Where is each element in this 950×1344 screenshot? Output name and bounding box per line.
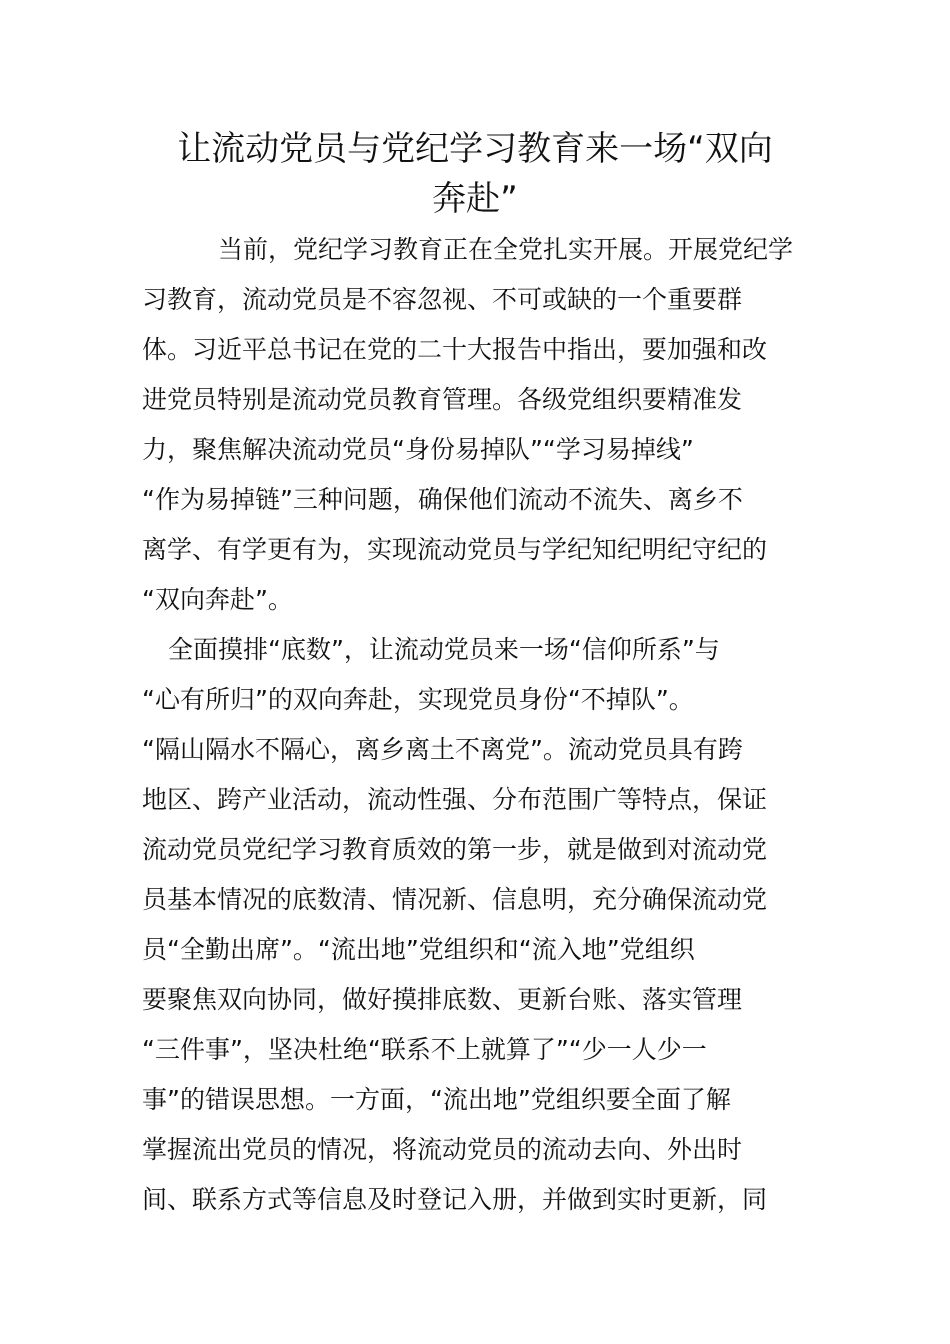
document-body bbox=[142, 225, 812, 1225]
paragraph-line: 全面摸排“底数”，让流动党员来一场“信仰所系”与 bbox=[168, 635, 720, 664]
paragraph-line: 掌握流出党员的情况，将流动党员的流动去向、外出时 bbox=[142, 1135, 743, 1164]
body-paragraph bbox=[142, 225, 812, 625]
paragraph-line: 当前，党纪学习教育正在全党扎实开展。开展党纪学 bbox=[218, 235, 794, 264]
paragraph-line: 事”的错误思想。一方面，“流出地”党组织要全面了解 bbox=[142, 1085, 731, 1114]
paragraph-line: 体。习近平总书记在党的二十大报告中指出，要加强和改 bbox=[142, 335, 768, 364]
title-line: 让流动党员与党纪学习教育来一场“双向 bbox=[177, 129, 773, 169]
paragraph-line: 地区、跨产业活动，流动性强、分布范围广等特点，保证 bbox=[142, 785, 768, 814]
body-paragraph bbox=[142, 625, 812, 1225]
paragraph-line: 进党员特别是流动党员教育管理。各级党组织要精准发 bbox=[142, 385, 743, 414]
paragraph-line: “隔山隔水不隔心，离乡离土不离党”。流动党员具有跨 bbox=[142, 735, 743, 764]
paragraph-line: “作为易掉链”三种问题，确保他们流动不流失、离乡不 bbox=[142, 485, 743, 514]
paragraph-line: 离学、有学更有为，实现流动党员与学纪知纪明纪守纪的 bbox=[142, 535, 768, 564]
document-title bbox=[140, 124, 810, 224]
paragraph-line: “三件事”，坚决杜绝“联系不上就算了”“少一人少一 bbox=[142, 1035, 707, 1064]
paragraph-line: 要聚焦双向协同，做好摸排底数、更新台账、落实管理 bbox=[142, 985, 743, 1014]
paragraph-line: 员基本情况的底数清、情况新、信息明，充分确保流动党 bbox=[142, 885, 768, 914]
paragraph-line: “心有所归”的双向奔赴，实现党员身份“不掉队”。 bbox=[142, 685, 694, 714]
paragraph-line: 习教育，流动党员是不容忽视、不可或缺的一个重要群 bbox=[142, 285, 743, 314]
paragraph-line: 流动党员党纪学习教育质效的第一步，就是做到对流动党 bbox=[142, 835, 768, 864]
paragraph-line: “双向奔赴”。 bbox=[142, 585, 293, 614]
paragraph-line: 力，聚焦解决流动党员“身份易掉队”“学习易掉线” bbox=[142, 435, 694, 464]
paragraph-line: 间、联系方式等信息及时登记入册，并做到实时更新，同 bbox=[142, 1185, 768, 1214]
title-line: 奔赴” bbox=[432, 179, 518, 219]
paragraph-line: 员“全勤出席”。“流出地”党组织和“流入地”党组织 bbox=[142, 935, 695, 964]
